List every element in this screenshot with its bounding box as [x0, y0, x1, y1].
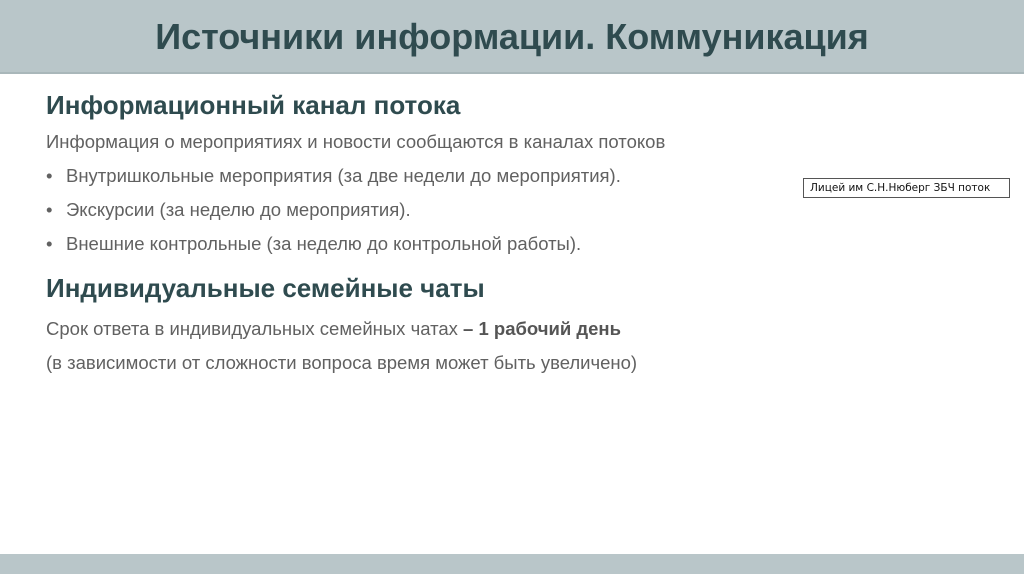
section-heading-family-chats: Индивидуальные семейные чаты [46, 273, 485, 303]
section-heading-channel: Информационный канал потока [46, 90, 461, 120]
bullet-icon: • [46, 233, 53, 254]
response-time-value: – 1 рабочий день [463, 318, 621, 339]
title-bar [0, 0, 1024, 74]
bullet-icon: • [46, 165, 53, 186]
channel-name-label: Лицей им С.Н.Нюберг ЗБЧ поток [803, 178, 1010, 198]
slide-title: Источники информации. Коммуникация [155, 16, 869, 57]
bullet-icon: • [46, 199, 53, 220]
list-item-text: Внешние контрольные (за неделю до контрольной работы). [66, 233, 582, 254]
list-item [46, 165, 621, 187]
response-time-text [46, 318, 621, 340]
list-item [46, 199, 411, 221]
footer-bar [0, 554, 1024, 574]
response-time-note: (в зависимости от сложности вопроса время может быть увеличено) [46, 352, 638, 373]
list-item [46, 233, 581, 255]
channel-intro-text: Информация о мероприятиях и новости сообщаются в каналах потоков [46, 131, 666, 152]
list-item-text: Внутришкольные мероприятия (за две недели до мероприятия). [66, 165, 621, 186]
response-time-prefix: Срок ответа в индивидуальных семейных чатах [46, 318, 464, 339]
list-item-text: Экскурсии (за неделю до мероприятия). [66, 199, 411, 220]
